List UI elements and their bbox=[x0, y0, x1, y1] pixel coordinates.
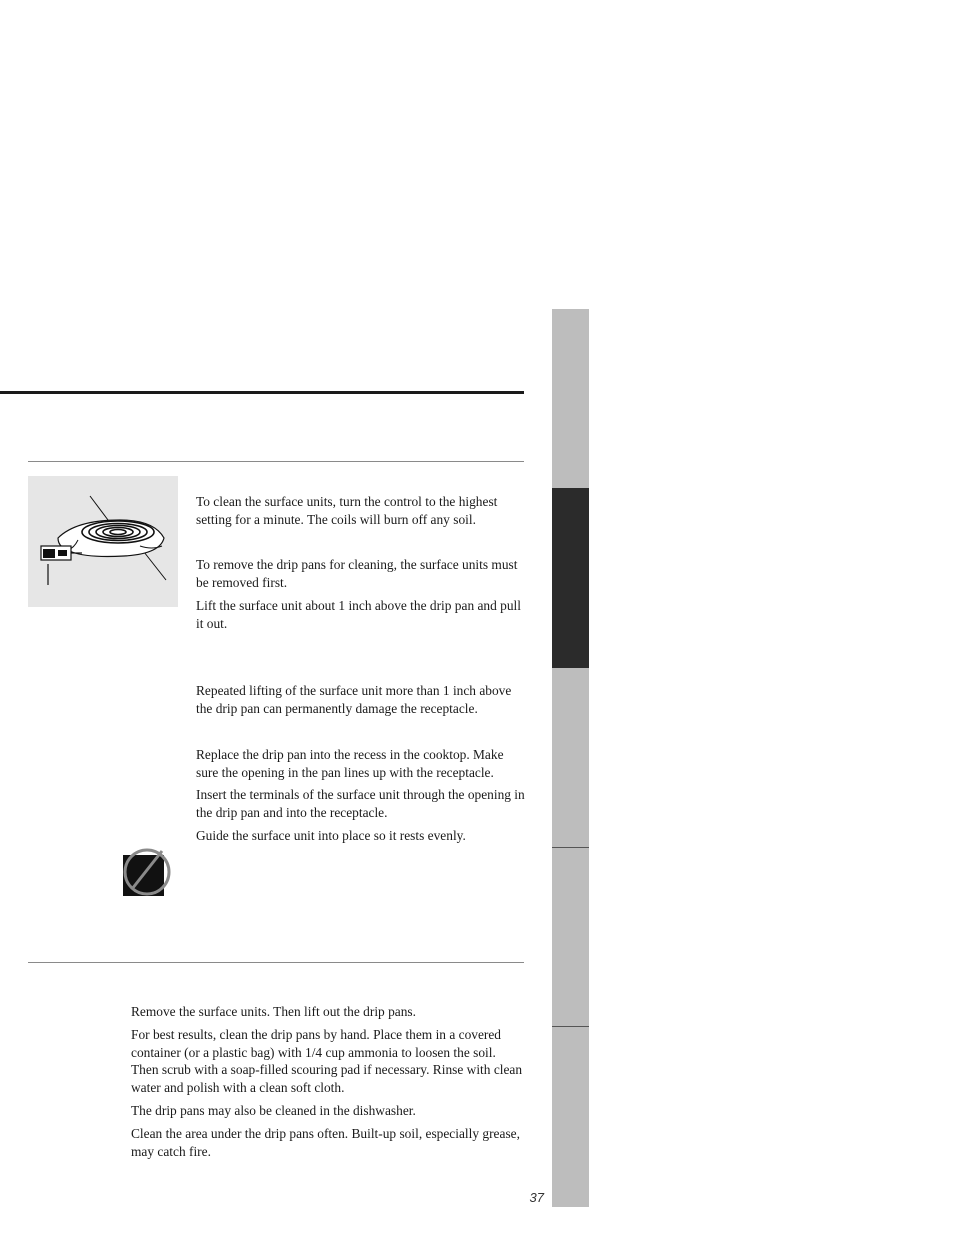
side-tab-active bbox=[552, 488, 589, 668]
dishwasher-text: The drip pans may also be cleaned in the dishwasher. bbox=[131, 1103, 416, 1118]
side-tab-divider-1 bbox=[552, 847, 589, 848]
surface-unit-illustration bbox=[28, 476, 178, 607]
insert-terminals-text: Insert the terminals of the surface unit through the opening in the drip pan and into the receptacle. bbox=[196, 787, 525, 820]
prohibited-icon bbox=[120, 843, 176, 899]
remove-surface-units-text: Remove the surface units. Then lift out the drip pans. bbox=[131, 1004, 416, 1019]
header-rule bbox=[0, 391, 524, 394]
fire-warning-text: Clean the area under the drip pans often. Built-up soil, especially grease, may catch fire. bbox=[131, 1126, 520, 1159]
receptacle-caution-text: Repeated lifting of the surface unit more than 1 inch above the drip pan can permanently damage the receptacle. bbox=[196, 683, 512, 716]
side-tab-1 bbox=[552, 309, 589, 488]
remove-drip-pans-text: To remove the drip pans for cleaning, the surface units must be removed first. bbox=[196, 557, 518, 590]
side-tab-lower bbox=[552, 668, 589, 1207]
page-number: 37 bbox=[529, 1190, 544, 1205]
lift-surface-unit-text: Lift the surface unit about 1 inch above the drip pan and pull it out. bbox=[196, 598, 521, 631]
section-divider-bottom bbox=[28, 962, 524, 963]
side-tab-divider-2 bbox=[552, 1026, 589, 1027]
clean-by-hand-text: For best results, clean the drip pans by hand. Place them in a covered container (or a plastic bag) with 1/4 cup ammonia to loosen the soil. Then scrub with a soap-filled scouring pad if necessary. Rinse with clean water and polish with a clean soft cloth. bbox=[131, 1027, 523, 1095]
clean-surface-units-text: To clean the surface units, turn the control to the highest setting for a minute. The coils will burn off any soil. bbox=[196, 494, 498, 527]
replace-drip-pan-text: Replace the drip pan into the recess in the cooktop. Make sure the opening in the pan lines up with the receptacle. bbox=[196, 747, 504, 780]
section-divider-top bbox=[28, 461, 524, 462]
guide-surface-unit-text: Guide the surface unit into place so it rests evenly. bbox=[196, 828, 466, 843]
surface-unit-drawing bbox=[28, 476, 178, 607]
